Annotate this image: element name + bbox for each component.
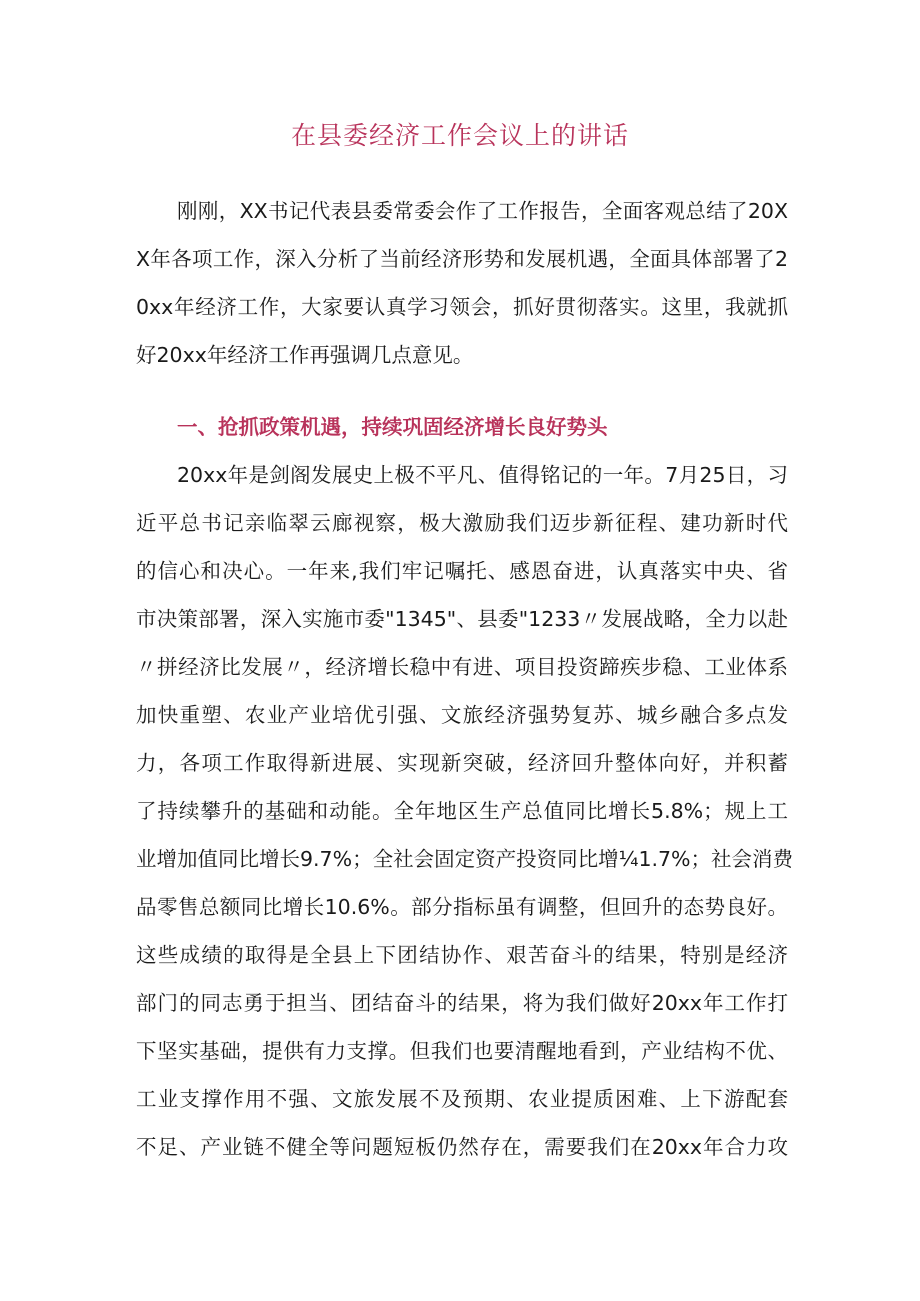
section-heading-1: 一、抢抓政策机遇，持续巩固经济增长良好势头: [177, 415, 608, 439]
paragraph-line: 近平总书记亲临翠云廊视察，极大激励我们迈步新征程、建功新时代: [136, 511, 788, 535]
paragraph-line: 市决策部署，深入实施市委"1345"、县委"1233〃发展战略，全力以赴: [136, 607, 788, 631]
paragraph-line: 的信心和决心。一年来,我们牢记嘱托、感恩奋进，认真落实中央、省: [136, 559, 788, 583]
paragraph-line: 力，各项工作取得新进展、实现新突破，经济回升整体向好，并积蓄: [136, 751, 788, 775]
paragraph-line: 品零售总额同比增长10.6%。部分指标虽有调整，但回升的态势良好。: [136, 895, 788, 919]
paragraph-line: 不足、产业链不健全等问题短板仍然存在，需要我们在20xx年合力攻: [136, 1135, 788, 1159]
intro-paragraph: 刚刚，XX书记代表县委常委会作了工作报告，全面客观总结了20XX年各项工作，深入分析了当前经济形势和发展机遇，全面具体部署了20xx年经济工作，大家要认真学习领会，抓好贯彻落实。这里，我就抓好20xx年经济工作再强调几点意见。: [136, 199, 788, 367]
paragraph-line: 工业支撑作用不强、文旅发展不及预期、农业提质困难、上下游配套: [136, 1087, 788, 1111]
paragraph-line: 这些成绩的取得是全县上下团结协作、艰苦奋斗的结果，特别是经济: [136, 943, 788, 967]
paragraph-line: 了持续攀升的基础和动能。全年地区生产总值同比增长5.8%；规上工: [136, 799, 788, 823]
paragraph-line: 部门的同志勇于担当、团结奋斗的结果，将为我们做好20xx年工作打: [136, 991, 788, 1015]
paragraph-line: 业增加值同比增长9.7%；全社会固定资产投资同比增¼1.7%；社会消费: [136, 847, 794, 871]
paragraph-line: 20xx年是剑阁发展史上极不平凡、值得铭记的一年。7月25日，习: [177, 463, 788, 487]
document-title: 在县委经济工作会议上的讲话: [290, 121, 629, 150]
paragraph-line: 〃拼经济比发展〃，经济增长稳中有进、项目投资蹄疾步稳、工业体系: [136, 655, 788, 679]
section-1-paragraph: [136, 451, 794, 1171]
paragraph-line: 下坚实基础，提供有力支撑。但我们也要清醒地看到，产业结构不优、: [136, 1039, 788, 1063]
paragraph-line: 加快重塑、农业产业培优引强、文旅经济强势复苏、城乡融合多点发: [136, 703, 788, 727]
